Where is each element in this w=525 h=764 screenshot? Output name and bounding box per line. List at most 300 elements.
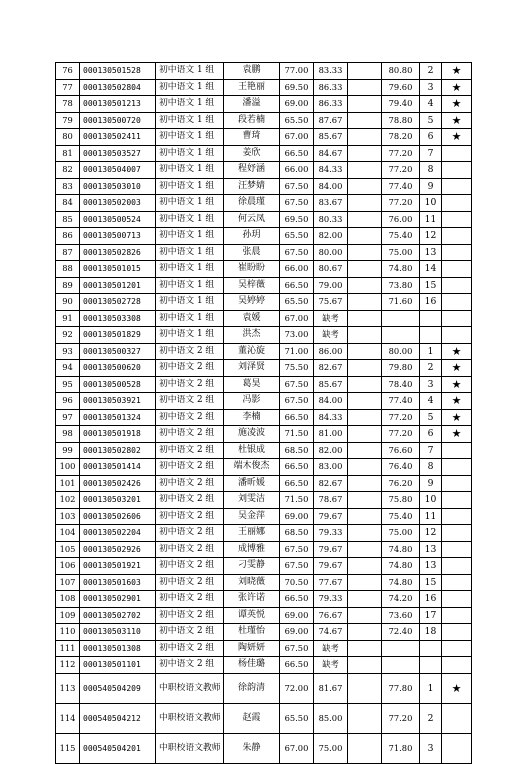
written-score-cell: 66.50 xyxy=(280,591,314,608)
star-mark-cell: ★ xyxy=(442,79,472,96)
candidate-name-cell: 汪梦婧 xyxy=(224,178,280,195)
blank-score-cell xyxy=(348,657,382,674)
star-mark-cell xyxy=(442,640,472,657)
position-cell: 初中语文 2 组 xyxy=(156,607,224,624)
written-score-cell: 67.50 xyxy=(280,541,314,558)
total-score-cell: 78.40 xyxy=(382,376,420,393)
rank-cell: 16 xyxy=(420,591,442,608)
interview-score-cell: 81.00 xyxy=(314,426,348,443)
ticket-number-cell: 000130503921 xyxy=(80,393,156,410)
seq-cell: 81 xyxy=(56,145,80,162)
position-cell: 初中语文 1 组 xyxy=(156,195,224,212)
total-score-cell: 72.40 xyxy=(382,624,420,641)
ticket-number-cell: 000130500620 xyxy=(80,360,156,377)
rank-cell: 1 xyxy=(420,343,442,360)
written-score-cell: 66.50 xyxy=(280,145,314,162)
rank-cell: 2 xyxy=(420,703,442,733)
seq-cell: 105 xyxy=(56,541,80,558)
ticket-number-cell: 000130501918 xyxy=(80,426,156,443)
table-row xyxy=(56,591,472,608)
seq-cell: 93 xyxy=(56,343,80,360)
interview-score-cell: 79.00 xyxy=(314,277,348,294)
rank-cell: 13 xyxy=(420,244,442,261)
total-score-cell: 77.20 xyxy=(382,162,420,179)
seq-cell: 104 xyxy=(56,525,80,542)
ticket-number-cell: 000130500524 xyxy=(80,211,156,228)
total-score-cell: 77.20 xyxy=(382,409,420,426)
seq-cell: 101 xyxy=(56,475,80,492)
ticket-number-cell: 000130500720 xyxy=(80,112,156,129)
position-cell: 初中语文 1 组 xyxy=(156,178,224,195)
rank-cell xyxy=(420,327,442,344)
written-score-cell: 69.00 xyxy=(280,607,314,624)
seq-cell: 106 xyxy=(56,558,80,575)
seq-cell: 85 xyxy=(56,211,80,228)
rank-cell: 12 xyxy=(420,525,442,542)
position-cell: 初中语文 2 组 xyxy=(156,525,224,542)
total-score-cell: 76.40 xyxy=(382,459,420,476)
interview-score-cell: 缺考 xyxy=(314,327,348,344)
position-cell: 初中语文 2 组 xyxy=(156,558,224,575)
candidate-name-cell: 谭英悦 xyxy=(224,607,280,624)
interview-score-cell: 79.67 xyxy=(314,541,348,558)
candidate-name-cell: 程妤涵 xyxy=(224,162,280,179)
blank-score-cell xyxy=(348,673,382,703)
seq-cell: 109 xyxy=(56,607,80,624)
interview-score-cell: 85.67 xyxy=(314,376,348,393)
table-row xyxy=(56,376,472,393)
seq-cell: 115 xyxy=(56,733,80,763)
candidate-name-cell: 袁媛 xyxy=(224,310,280,327)
total-score-cell: 77.40 xyxy=(382,393,420,410)
ticket-number-cell: 000130502702 xyxy=(80,607,156,624)
candidate-name-cell: 葛昊 xyxy=(224,376,280,393)
position-cell: 初中语文 1 组 xyxy=(156,79,224,96)
interview-score-cell: 84.00 xyxy=(314,393,348,410)
position-cell: 初中语文 2 组 xyxy=(156,360,224,377)
ticket-number-cell: 000130501829 xyxy=(80,327,156,344)
seq-cell: 99 xyxy=(56,442,80,459)
star-mark-cell xyxy=(442,195,472,212)
rank-cell: 3 xyxy=(420,79,442,96)
table-row xyxy=(56,277,472,294)
ticket-number-cell: 000130502826 xyxy=(80,244,156,261)
interview-score-cell: 76.67 xyxy=(314,607,348,624)
star-mark-cell xyxy=(442,178,472,195)
star-mark-cell xyxy=(442,310,472,327)
written-score-cell: 71.50 xyxy=(280,492,314,509)
rank-cell: 11 xyxy=(420,508,442,525)
ticket-number-cell: 000130503010 xyxy=(80,178,156,195)
ticket-number-cell: 000130502728 xyxy=(80,294,156,311)
ticket-number-cell: 000130500327 xyxy=(80,343,156,360)
table-row xyxy=(56,733,472,763)
candidate-name-cell: 崔盼盼 xyxy=(224,261,280,278)
written-score-cell: 67.50 xyxy=(280,376,314,393)
seq-cell: 111 xyxy=(56,640,80,657)
position-cell: 初中语文 1 组 xyxy=(156,211,224,228)
interview-score-cell: 85.67 xyxy=(314,129,348,146)
position-cell: 初中语文 1 组 xyxy=(156,63,224,80)
ticket-number-cell: 000130500528 xyxy=(80,376,156,393)
table-row xyxy=(56,508,472,525)
star-mark-cell xyxy=(442,574,472,591)
blank-score-cell xyxy=(348,63,382,80)
written-score-cell: 66.50 xyxy=(280,459,314,476)
total-score-cell: 74.80 xyxy=(382,541,420,558)
total-score-cell xyxy=(382,310,420,327)
seq-cell: 96 xyxy=(56,393,80,410)
table-row xyxy=(56,112,472,129)
interview-score-cell: 80.00 xyxy=(314,244,348,261)
interview-score-cell: 79.33 xyxy=(314,525,348,542)
total-score-cell xyxy=(382,640,420,657)
table-row xyxy=(56,492,472,509)
total-score-cell: 75.80 xyxy=(382,492,420,509)
rank-cell: 18 xyxy=(420,624,442,641)
ticket-number-cell: 000130502204 xyxy=(80,525,156,542)
star-mark-cell xyxy=(442,327,472,344)
total-score-cell: 79.80 xyxy=(382,360,420,377)
candidate-name-cell: 吴金萍 xyxy=(224,508,280,525)
written-score-cell: 67.00 xyxy=(280,310,314,327)
star-mark-cell xyxy=(442,703,472,733)
ticket-number-cell: 000130504007 xyxy=(80,162,156,179)
total-score-cell xyxy=(382,327,420,344)
position-cell: 中职校语文教师 xyxy=(156,673,224,703)
table-row xyxy=(56,607,472,624)
rank-cell: 15 xyxy=(420,574,442,591)
rank-cell: 3 xyxy=(420,376,442,393)
star-mark-cell xyxy=(442,228,472,245)
table-row xyxy=(56,211,472,228)
interview-score-cell: 85.00 xyxy=(314,703,348,733)
rank-cell: 8 xyxy=(420,459,442,476)
star-mark-cell xyxy=(442,607,472,624)
rank-cell: 2 xyxy=(420,63,442,80)
seq-cell: 95 xyxy=(56,376,80,393)
seq-cell: 110 xyxy=(56,624,80,641)
position-cell: 初中语文 2 组 xyxy=(156,442,224,459)
candidate-name-cell: 吴梓薇 xyxy=(224,277,280,294)
blank-score-cell xyxy=(348,574,382,591)
interview-score-cell: 84.33 xyxy=(314,162,348,179)
written-score-cell: 67.00 xyxy=(280,129,314,146)
seq-cell: 100 xyxy=(56,459,80,476)
position-cell: 初中语文 2 组 xyxy=(156,640,224,657)
seq-cell: 103 xyxy=(56,508,80,525)
star-mark-cell: ★ xyxy=(442,360,472,377)
rank-cell: 5 xyxy=(420,112,442,129)
seq-cell: 92 xyxy=(56,327,80,344)
written-score-cell: 67.00 xyxy=(280,733,314,763)
position-cell: 初中语文 1 组 xyxy=(156,327,224,344)
star-mark-cell xyxy=(442,244,472,261)
seq-cell: 87 xyxy=(56,244,80,261)
total-score-cell: 75.40 xyxy=(382,228,420,245)
position-cell: 初中语文 1 组 xyxy=(156,261,224,278)
star-mark-cell xyxy=(442,624,472,641)
interview-score-cell: 79.67 xyxy=(314,558,348,575)
candidate-name-cell: 姜欣 xyxy=(224,145,280,162)
candidate-name-cell: 董沁旋 xyxy=(224,343,280,360)
seq-cell: 107 xyxy=(56,574,80,591)
table-row xyxy=(56,129,472,146)
rank-cell xyxy=(420,640,442,657)
blank-score-cell xyxy=(348,541,382,558)
total-score-cell: 74.80 xyxy=(382,558,420,575)
interview-score-cell: 83.67 xyxy=(314,195,348,212)
rank-cell xyxy=(420,310,442,327)
seq-cell: 78 xyxy=(56,96,80,113)
candidate-name-cell: 刁雯静 xyxy=(224,558,280,575)
blank-score-cell xyxy=(348,244,382,261)
blank-score-cell xyxy=(348,79,382,96)
interview-score-cell: 80.33 xyxy=(314,211,348,228)
total-score-cell: 77.40 xyxy=(382,178,420,195)
table-row xyxy=(56,261,472,278)
written-score-cell: 69.00 xyxy=(280,96,314,113)
star-mark-cell: ★ xyxy=(442,63,472,80)
written-score-cell: 69.00 xyxy=(280,624,314,641)
blank-score-cell xyxy=(348,195,382,212)
total-score-cell: 76.00 xyxy=(382,211,420,228)
written-score-cell: 67.50 xyxy=(280,558,314,575)
table-row xyxy=(56,442,472,459)
position-cell: 初中语文 2 组 xyxy=(156,376,224,393)
star-mark-cell xyxy=(442,657,472,674)
star-mark-cell: ★ xyxy=(442,96,472,113)
written-score-cell: 70.50 xyxy=(280,574,314,591)
ticket-number-cell: 000130502926 xyxy=(80,541,156,558)
total-score-cell: 75.00 xyxy=(382,525,420,542)
interview-score-cell: 79.67 xyxy=(314,508,348,525)
candidate-name-cell: 何云凤 xyxy=(224,211,280,228)
ticket-number-cell: 000130502606 xyxy=(80,508,156,525)
position-cell: 初中语文 1 组 xyxy=(156,162,224,179)
star-mark-cell xyxy=(442,475,472,492)
interview-score-cell: 80.67 xyxy=(314,261,348,278)
ticket-number-cell: 000130500713 xyxy=(80,228,156,245)
score-sheet xyxy=(55,62,472,764)
ticket-number-cell: 000130501921 xyxy=(80,558,156,575)
written-score-cell: 67.50 xyxy=(280,640,314,657)
interview-score-cell: 86.33 xyxy=(314,79,348,96)
rank-cell: 10 xyxy=(420,492,442,509)
blank-score-cell xyxy=(348,376,382,393)
ticket-number-cell: 000130502802 xyxy=(80,442,156,459)
star-mark-cell xyxy=(442,261,472,278)
score-table xyxy=(55,62,472,764)
ticket-number-cell: 000130501414 xyxy=(80,459,156,476)
blank-score-cell xyxy=(348,112,382,129)
table-row xyxy=(56,162,472,179)
written-score-cell: 67.50 xyxy=(280,393,314,410)
candidate-name-cell: 赵霞 xyxy=(224,703,280,733)
blank-score-cell xyxy=(348,261,382,278)
interview-score-cell: 83.00 xyxy=(314,459,348,476)
total-score-cell xyxy=(382,657,420,674)
candidate-name-cell: 吴婷婷 xyxy=(224,294,280,311)
total-score-cell: 71.80 xyxy=(382,733,420,763)
candidate-name-cell: 张许诺 xyxy=(224,591,280,608)
ticket-number-cell: 000540504209 xyxy=(80,673,156,703)
blank-score-cell xyxy=(348,327,382,344)
ticket-number-cell: 000130501603 xyxy=(80,574,156,591)
seq-cell: 79 xyxy=(56,112,80,129)
candidate-name-cell: 段若楠 xyxy=(224,112,280,129)
candidate-name-cell: 陶妍妍 xyxy=(224,640,280,657)
seq-cell: 86 xyxy=(56,228,80,245)
table-row xyxy=(56,294,472,311)
blank-score-cell xyxy=(348,129,382,146)
position-cell: 初中语文 1 组 xyxy=(156,228,224,245)
rank-cell: 16 xyxy=(420,294,442,311)
position-cell: 初中语文 2 组 xyxy=(156,459,224,476)
position-cell: 初中语文 1 组 xyxy=(156,310,224,327)
ticket-number-cell: 000130503308 xyxy=(80,310,156,327)
seq-cell: 91 xyxy=(56,310,80,327)
position-cell: 初中语文 2 组 xyxy=(156,657,224,674)
rank-cell: 3 xyxy=(420,733,442,763)
star-mark-cell xyxy=(442,211,472,228)
rank-cell: 12 xyxy=(420,228,442,245)
blank-score-cell xyxy=(348,409,382,426)
written-score-cell: 73.00 xyxy=(280,327,314,344)
total-score-cell: 75.00 xyxy=(382,244,420,261)
position-cell: 初中语文 1 组 xyxy=(156,294,224,311)
written-score-cell: 69.00 xyxy=(280,508,314,525)
blank-score-cell xyxy=(348,310,382,327)
rank-cell: 10 xyxy=(420,195,442,212)
blank-score-cell xyxy=(348,525,382,542)
blank-score-cell xyxy=(348,294,382,311)
position-cell: 初中语文 2 组 xyxy=(156,574,224,591)
interview-score-cell: 84.00 xyxy=(314,178,348,195)
candidate-name-cell: 冯影 xyxy=(224,393,280,410)
blank-score-cell xyxy=(348,178,382,195)
rank-cell: 9 xyxy=(420,475,442,492)
table-row xyxy=(56,393,472,410)
rank-cell: 13 xyxy=(420,541,442,558)
seq-cell: 89 xyxy=(56,277,80,294)
star-mark-cell: ★ xyxy=(442,673,472,703)
table-row xyxy=(56,703,472,733)
candidate-name-cell: 杜银成 xyxy=(224,442,280,459)
seq-cell: 82 xyxy=(56,162,80,179)
position-cell: 中职校语文教师 xyxy=(156,703,224,733)
position-cell: 初中语文 2 组 xyxy=(156,393,224,410)
ticket-number-cell: 000130501324 xyxy=(80,409,156,426)
candidate-name-cell: 李楠 xyxy=(224,409,280,426)
written-score-cell: 77.00 xyxy=(280,63,314,80)
ticket-number-cell: 000130501101 xyxy=(80,657,156,674)
star-mark-cell: ★ xyxy=(442,393,472,410)
blank-score-cell xyxy=(348,277,382,294)
table-row xyxy=(56,673,472,703)
seq-cell: 76 xyxy=(56,63,80,80)
total-score-cell: 74.80 xyxy=(382,261,420,278)
interview-score-cell: 79.33 xyxy=(314,591,348,608)
table-row xyxy=(56,63,472,80)
written-score-cell: 69.50 xyxy=(280,79,314,96)
ticket-number-cell: 000130502804 xyxy=(80,79,156,96)
candidate-name-cell: 徐韵清 xyxy=(224,673,280,703)
position-cell: 初中语文 2 组 xyxy=(156,492,224,509)
table-row xyxy=(56,426,472,443)
table-row xyxy=(56,525,472,542)
written-score-cell: 68.50 xyxy=(280,442,314,459)
candidate-name-cell: 洪杰 xyxy=(224,327,280,344)
position-cell: 初中语文 1 组 xyxy=(156,129,224,146)
rank-cell: 4 xyxy=(420,393,442,410)
blank-score-cell xyxy=(348,426,382,443)
table-row xyxy=(56,574,472,591)
total-score-cell: 73.80 xyxy=(382,277,420,294)
candidate-name-cell: 袁鹏 xyxy=(224,63,280,80)
blank-score-cell xyxy=(348,228,382,245)
interview-score-cell: 84.67 xyxy=(314,145,348,162)
written-score-cell: 66.00 xyxy=(280,162,314,179)
candidate-name-cell: 孙玥 xyxy=(224,228,280,245)
rank-cell: 14 xyxy=(420,261,442,278)
written-score-cell: 65.50 xyxy=(280,703,314,733)
blank-score-cell xyxy=(348,360,382,377)
written-score-cell: 71.00 xyxy=(280,343,314,360)
interview-score-cell: 87.67 xyxy=(314,112,348,129)
position-cell: 初中语文 2 组 xyxy=(156,541,224,558)
table-row xyxy=(56,475,472,492)
rank-cell: 11 xyxy=(420,211,442,228)
table-row xyxy=(56,360,472,377)
rank-cell: 7 xyxy=(420,145,442,162)
star-mark-cell: ★ xyxy=(442,426,472,443)
blank-score-cell xyxy=(348,393,382,410)
blank-score-cell xyxy=(348,591,382,608)
ticket-number-cell: 000540504201 xyxy=(80,733,156,763)
table-row xyxy=(56,657,472,674)
table-row xyxy=(56,459,472,476)
interview-score-cell: 75.67 xyxy=(314,294,348,311)
star-mark-cell xyxy=(442,459,472,476)
table-row xyxy=(56,541,472,558)
rank-cell: 15 xyxy=(420,277,442,294)
interview-score-cell: 78.67 xyxy=(314,492,348,509)
ticket-number-cell: 000130501015 xyxy=(80,261,156,278)
blank-score-cell xyxy=(348,508,382,525)
interview-score-cell: 82.67 xyxy=(314,360,348,377)
seq-cell: 97 xyxy=(56,409,80,426)
ticket-number-cell: 000130501201 xyxy=(80,277,156,294)
table-row xyxy=(56,409,472,426)
written-score-cell: 66.50 xyxy=(280,657,314,674)
star-mark-cell xyxy=(442,733,472,763)
candidate-name-cell: 王丽娜 xyxy=(224,525,280,542)
written-score-cell: 67.50 xyxy=(280,178,314,195)
blank-score-cell xyxy=(348,442,382,459)
table-row xyxy=(56,145,472,162)
written-score-cell: 66.00 xyxy=(280,261,314,278)
total-score-cell: 77.80 xyxy=(382,673,420,703)
interview-score-cell: 86.33 xyxy=(314,96,348,113)
rank-cell: 2 xyxy=(420,360,442,377)
blank-score-cell xyxy=(348,145,382,162)
seq-cell: 88 xyxy=(56,261,80,278)
ticket-number-cell: 000540504212 xyxy=(80,703,156,733)
seq-cell: 94 xyxy=(56,360,80,377)
rank-cell: 4 xyxy=(420,96,442,113)
position-cell: 初中语文 2 组 xyxy=(156,426,224,443)
